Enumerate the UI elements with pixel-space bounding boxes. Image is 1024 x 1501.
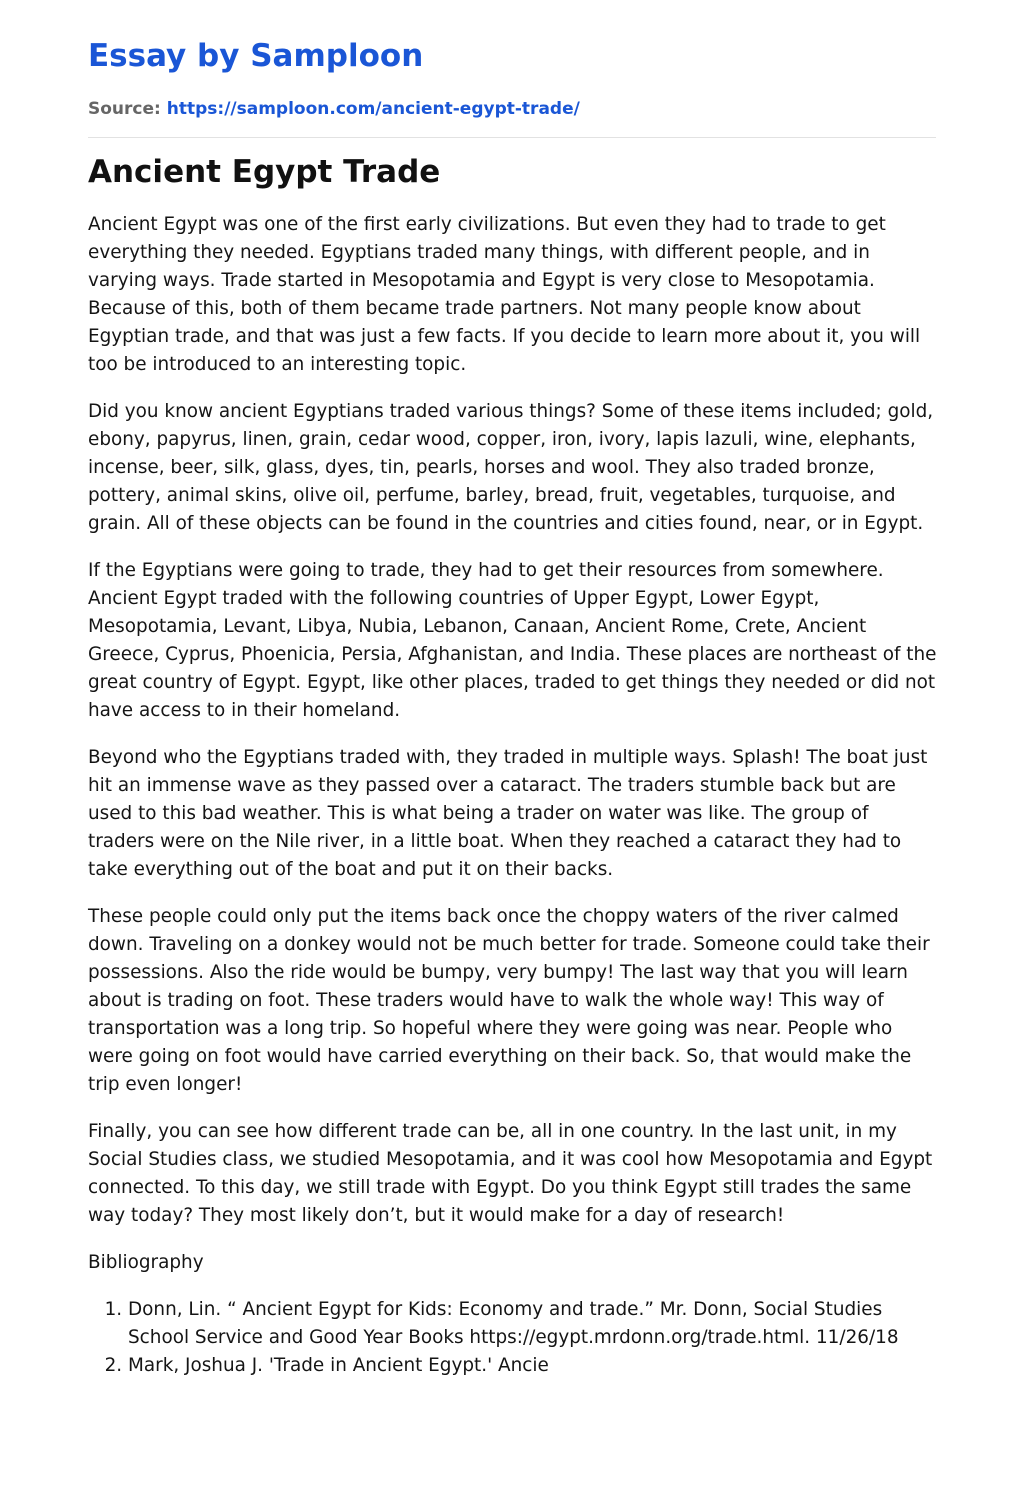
paragraph: Finally, you can see how different trade can be, all in one country. In the last unit, in my Social Studies class, we studied Mesopotamia, and it was cool how Mesopotamia and Egypt connected. To this day, we still trade with Egypt. Do you think Egypt still trades the same way today? They most likely don’t, but it would make for a day of research!: [88, 1121, 933, 1226]
header-divider: [88, 137, 936, 138]
paragraph: These people could only put the items back once the choppy waters of the river calmed down. Traveling on a donkey would not be much better for trade. Someone could take their possessions. Also the ride would be bumpy, very bumpy! The last way that you will learn about is trading on foot. These traders would have to walk the whole way! This way of transportation was a long trip. So hopeful where they were going was near. People who were going on foot would have carried everything on their back. So, that would make the trip even longer!: [88, 906, 930, 1095]
article-body: [88, 211, 938, 1380]
paragraph: If the Egyptians were going to trade, they had to get their resources from somewhere. Ancient Egypt traded with the following countries of Upper Egypt, Lower Egypt, Mesopotamia, Levant, Libya, Nubia, Lebanon, Canaan, Ancient Rome, Crete, Ancient Greece, Cyprus, Phoenicia, Persia, Afghanistan, and India. These places are northeast of the great country of Egypt. Egypt, like other places, traded to get things they needed or did not have access to in their homeland.: [88, 560, 937, 721]
bibliography-item: 2. Mark, Joshua J. 'Trade in Ancient Egypt.' Ancie: [128, 1352, 938, 1380]
paragraph: Ancient Egypt was one of the first early civilizations. But even they had to trade to get everything they needed. Egyptians traded many things, with different people, and in varying ways. Trade started in Mesopotamia and Egypt is very close to Mesopotamia. Because of this, both of them became trade partners. Not many people know about Egyptian trade, and that was just a few facts. If you decide to learn more about it, you will too be introduced to an interesting topic.: [88, 214, 921, 375]
paragraph: Did you know ancient Egyptians traded various things? Some of these items included; gold, ebony, papyrus, linen, grain, cedar wood, copper, iron, ivory, lapis lazuli, wine, elephants, incense, beer, silk, glass, dyes, tin, pearls, horses and wool. They also traded bronze, pottery, animal skins, olive oil, perfume, barley, bread, fruit, vegetables, turquoise, and grain. All of these objects can be found in the countries and cities found, near, or in Egypt.: [88, 401, 934, 534]
source-link[interactable]: https://samploon.com/ancient-egypt-trade/: [166, 99, 580, 119]
bibliography-item: 1. Donn, Lin. “ Ancient Egypt for Kids: Economy and trade.” Mr. Donn, Social Studies School Service and Good Year Books https://egypt.mrdonn.org/trade.html. 11/26/18: [128, 1296, 938, 1352]
paragraph: Beyond who the Egyptians traded with, they traded in multiple ways. Splash! The boat just hit an immense wave as they passed over a cataract. The traders stumble back but are used to this bad weather. This is what being a trader on water was like. The group of traders were on the Nile river, in a little boat. When they reached a cataract they had to take everything out of the boat and put it on their backs.: [88, 747, 928, 880]
bibliography-list: [88, 1296, 938, 1380]
brand-title: Essay by Samploon: [88, 38, 424, 74]
essay-page: [88, 0, 938, 1380]
bibliography-heading: Bibliography: [88, 1252, 204, 1273]
source-line: [88, 98, 938, 120]
source-label: Source:: [88, 99, 161, 119]
article-title: Ancient Egypt Trade: [88, 154, 441, 190]
